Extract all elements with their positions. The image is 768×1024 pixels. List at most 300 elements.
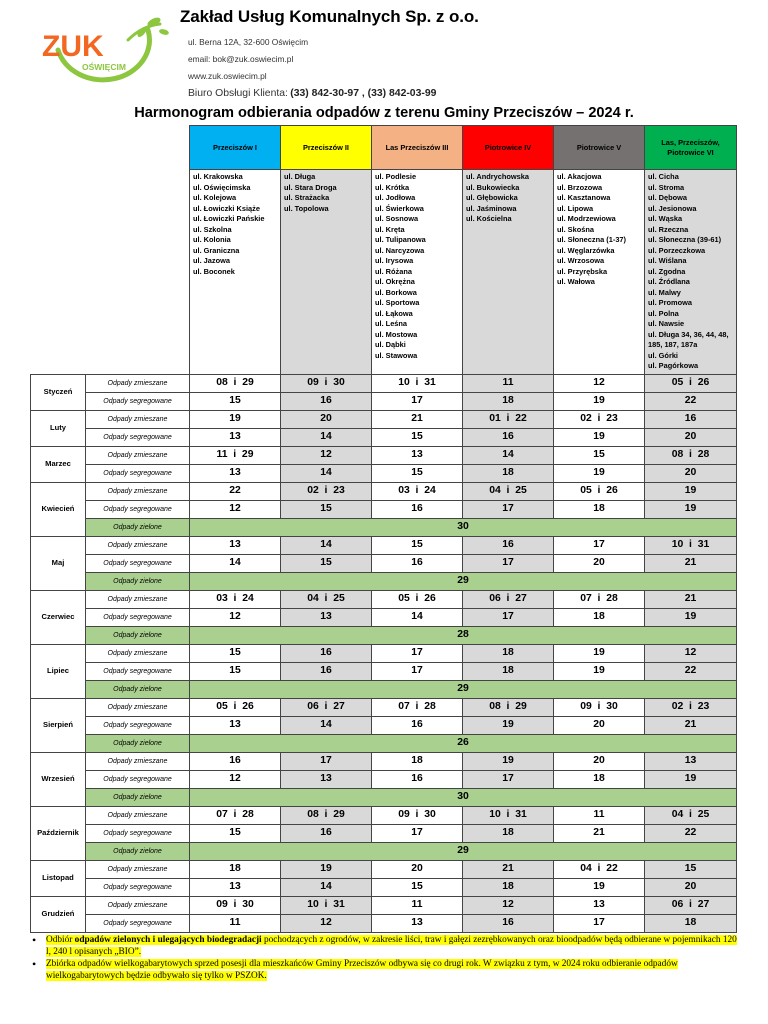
date-cell: 14	[372, 608, 463, 626]
date-cell: 08 i 29	[281, 806, 372, 824]
street-name: ul. Stroma	[648, 182, 685, 192]
date-cell: 06 i 27	[645, 896, 737, 914]
date-cell: 16	[190, 752, 281, 770]
waste-type-label: Odpady zmieszane	[86, 590, 190, 608]
streets-list-6	[645, 170, 737, 375]
waste-type-label: Odpady zielone	[86, 572, 190, 590]
date-cell: 16	[463, 428, 554, 446]
date-cell: 12	[463, 896, 554, 914]
street-name: ul. Przyrębska	[557, 266, 608, 276]
phone-numbers: (33) 842-30-97 , (33) 842-03-99	[290, 88, 437, 99]
date-cell: 02 i 23	[281, 482, 372, 500]
streets-list-4	[463, 170, 554, 375]
date-cell: 18	[463, 878, 554, 896]
date-cell: 03 i 24	[372, 482, 463, 500]
green-waste-date: 29	[190, 842, 737, 860]
month-row-maj-segregated	[31, 554, 737, 572]
email: email: bok@zuk.oswiecim.pl	[188, 54, 294, 64]
date-cell: 17	[463, 554, 554, 572]
date-cell: 18	[554, 770, 645, 788]
date-cell: 14	[190, 554, 281, 572]
waste-type-label: Odpady zmieszane	[86, 482, 190, 500]
date-cell: 17	[372, 662, 463, 680]
waste-type-label: Odpady zmieszane	[86, 536, 190, 554]
street-name: ul. Krótka	[375, 182, 410, 192]
month-row-styczen-mixed	[31, 374, 737, 392]
street-name: ul. Narcyzowa	[375, 245, 425, 255]
column-header-2: Przeciszów II	[281, 126, 372, 170]
date-cell: 11	[463, 374, 554, 392]
green-waste-date: 26	[190, 734, 737, 752]
street-name: ul. Malwy	[648, 287, 681, 297]
street-name: ul. Strażacka	[284, 193, 330, 202]
date-cell: 20	[372, 860, 463, 878]
date-cell: 16	[463, 914, 554, 932]
waste-type-label: Odpady zielone	[86, 788, 190, 806]
month-name-marzec: Marzec	[31, 446, 86, 482]
month-row-grudzien-mixed	[31, 896, 737, 914]
green-waste-date: 29	[190, 572, 737, 590]
date-cell: 09 i 30	[281, 374, 372, 392]
month-name-listopad: Listopad	[31, 860, 86, 896]
street-name: ul. Głębowicka	[466, 193, 518, 202]
streets-list-3	[372, 170, 463, 375]
date-cell: 14	[281, 428, 372, 446]
date-cell: 21	[372, 410, 463, 428]
waste-type-label: Odpady zmieszane	[86, 896, 190, 914]
logo-city: OŚWIĘCIM	[82, 62, 126, 72]
date-cell: 14	[281, 536, 372, 554]
waste-type-label: Odpady segregowane	[86, 392, 190, 410]
date-cell: 13	[190, 878, 281, 896]
street-name: ul. Kolejowa	[193, 193, 237, 202]
date-cell: 16	[281, 644, 372, 662]
street-name: ul. Borkowa	[375, 287, 417, 297]
month-row-sierpien-green	[31, 734, 737, 752]
date-cell: 07 i 28	[190, 806, 281, 824]
date-cell: 18	[554, 608, 645, 626]
street-name: ul. Stawowa	[375, 350, 418, 360]
street-name: ul. Modrzewiowa	[557, 214, 616, 223]
date-cell: 12	[554, 374, 645, 392]
date-cell: 21	[463, 860, 554, 878]
street-name: ul. Jesionowa	[648, 203, 697, 213]
street-name: ul. Kręta	[375, 224, 405, 234]
street-name: ul. Źródlana	[648, 277, 690, 286]
month-row-styczen-segregated	[31, 392, 737, 410]
note-bio-bold: odpadów zielonych i ulegających biodegradacji	[74, 935, 262, 945]
street-name: ul. Jaśminowa	[466, 203, 517, 213]
note-bio-text-end: pochodzących z ogrodów, w zakresie liści, traw i gałęzi zezrębkowanych oraz bioodpadów będą odbierane w pojemnikach 120 l, 240 l opisanych „BIO”.	[46, 935, 737, 957]
street-name: ul. Brzozowa	[557, 182, 603, 192]
street-name: ul. Polna	[648, 308, 679, 318]
date-cell: 19	[554, 878, 645, 896]
month-row-kwiecien-segregated	[31, 500, 737, 518]
date-cell: 17	[463, 608, 554, 626]
month-row-listopad-segregated	[31, 878, 737, 896]
date-cell: 14	[281, 878, 372, 896]
date-cell: 20	[645, 878, 737, 896]
date-cell: 15	[372, 536, 463, 554]
date-cell: 14	[281, 464, 372, 482]
street-name: ul. Sosnowa	[375, 214, 419, 223]
date-cell: 22	[645, 662, 737, 680]
date-cell: 19	[645, 500, 737, 518]
date-cell: 02 i 23	[554, 410, 645, 428]
waste-type-label: Odpady segregowane	[86, 716, 190, 734]
date-cell: 08 i 29	[190, 374, 281, 392]
month-row-wrzesien-segregated	[31, 770, 737, 788]
date-cell: 19	[190, 410, 281, 428]
date-cell: 17	[463, 770, 554, 788]
date-cell: 10 i 31	[645, 536, 737, 554]
month-row-czerwiec-mixed	[31, 590, 737, 608]
street-name: ul. Boconek	[193, 266, 235, 276]
date-cell: 18	[645, 914, 737, 932]
date-cell: 05 i 26	[645, 374, 737, 392]
waste-type-label: Odpady zielone	[86, 626, 190, 644]
date-cell: 16	[372, 554, 463, 572]
streets-list-1	[190, 170, 281, 375]
date-cell: 16	[372, 770, 463, 788]
date-cell: 19	[554, 662, 645, 680]
date-cell: 19	[554, 464, 645, 482]
streets-spacer	[31, 170, 190, 375]
date-cell: 15	[372, 428, 463, 446]
street-name: ul. Łąkowa	[375, 308, 413, 318]
date-cell: 18	[463, 392, 554, 410]
date-cell: 21	[645, 554, 737, 572]
month-row-pazdziernik-segregated	[31, 824, 737, 842]
street-name: ul. Topolowa	[284, 203, 329, 213]
month-row-pazdziernik-mixed	[31, 806, 737, 824]
date-cell: 06 i 27	[281, 698, 372, 716]
note-bio-text-start: Odbiór	[46, 935, 75, 945]
date-cell: 06 i 27	[463, 590, 554, 608]
note-bulky-waste	[30, 959, 740, 982]
date-cell: 05 i 26	[372, 590, 463, 608]
street-name: ul. Słoneczna (1-37)	[557, 235, 626, 244]
date-cell: 10 i 31	[372, 374, 463, 392]
waste-type-label: Odpady zmieszane	[86, 410, 190, 428]
waste-type-label: Odpady segregowane	[86, 914, 190, 932]
date-cell: 18	[190, 860, 281, 878]
date-cell: 13	[372, 914, 463, 932]
date-cell: 17	[554, 536, 645, 554]
date-cell: 19	[463, 716, 554, 734]
date-cell: 15	[645, 860, 737, 878]
street-name: ul. Kasztanowa	[557, 193, 611, 202]
logo-wordmark: ZUK	[42, 30, 104, 63]
date-cell: 15	[372, 878, 463, 896]
green-waste-date: 30	[190, 518, 737, 536]
date-cell: 12	[190, 770, 281, 788]
month-row-czerwiec-segregated	[31, 608, 737, 626]
website: www.zuk.oswiecim.pl	[188, 71, 267, 81]
month-row-pazdziernik-green	[31, 842, 737, 860]
phone-label: Biuro Obsługi Klienta:	[188, 88, 288, 99]
month-row-wrzesien-mixed	[31, 752, 737, 770]
street-name: ul. Podlesie	[375, 172, 417, 181]
waste-type-label: Odpady segregowane	[86, 500, 190, 518]
street-name: ul. Zgodna	[648, 266, 686, 276]
street-name: ul. Długa 34, 36, 44, 48, 185, 187, 187a	[648, 329, 729, 349]
date-cell: 08 i 28	[645, 446, 737, 464]
date-cell: 20	[554, 752, 645, 770]
street-name: ul. Okrężna	[375, 277, 415, 286]
street-name: ul. Pagórkowa	[648, 361, 699, 370]
street-name: ul. Kolonia	[193, 235, 231, 244]
month-name-czerwiec: Czerwiec	[31, 590, 86, 644]
date-cell: 16	[281, 662, 372, 680]
date-cell: 14	[463, 446, 554, 464]
date-cell: 19	[463, 752, 554, 770]
date-cell: 13	[190, 464, 281, 482]
month-row-maj-mixed	[31, 536, 737, 554]
waste-type-label: Odpady zielone	[86, 518, 190, 536]
street-name: ul. Jodłowa	[375, 193, 416, 202]
column-header-1: Przeciszów I	[190, 126, 281, 170]
date-cell: 19	[281, 860, 372, 878]
column-header-4: Piotrowice IV	[463, 126, 554, 170]
date-cell: 20	[554, 554, 645, 572]
date-cell: 17	[554, 914, 645, 932]
date-cell: 13	[190, 428, 281, 446]
street-name: ul. Sportowa	[375, 298, 420, 307]
date-cell: 11	[372, 896, 463, 914]
streets-list-2	[281, 170, 372, 375]
waste-type-label: Odpady segregowane	[86, 824, 190, 842]
month-row-maj-green	[31, 572, 737, 590]
street-name: ul. Dąbki	[375, 340, 406, 349]
schedule-table	[30, 125, 737, 933]
streets-list-5	[554, 170, 645, 375]
date-cell: 21	[645, 590, 737, 608]
waste-type-label: Odpady segregowane	[86, 464, 190, 482]
waste-type-label: Odpady segregowane	[86, 662, 190, 680]
street-name: ul. Węglarzówka	[557, 245, 615, 255]
date-cell: 15	[372, 464, 463, 482]
date-cell: 15	[190, 824, 281, 842]
date-cell: 20	[281, 410, 372, 428]
month-row-wrzesien-green	[31, 788, 737, 806]
date-cell: 12	[281, 914, 372, 932]
street-name: ul. Szkolna	[193, 224, 232, 234]
date-cell: 21	[645, 716, 737, 734]
date-cell: 19	[645, 770, 737, 788]
street-name: ul. Wąska	[648, 214, 683, 223]
month-row-lipiec-green	[31, 680, 737, 698]
month-name-wrzesien: Wrzesień	[31, 752, 86, 806]
street-name: ul. Akacjowa	[557, 172, 602, 181]
date-cell: 20	[645, 428, 737, 446]
waste-type-label: Odpady zmieszane	[86, 806, 190, 824]
month-row-lipiec-segregated	[31, 662, 737, 680]
date-cell: 16	[281, 824, 372, 842]
date-cell: 18	[463, 662, 554, 680]
street-name: ul. Świerkowa	[375, 203, 424, 213]
date-cell: 19	[554, 428, 645, 446]
date-cell: 04 i 25	[281, 590, 372, 608]
date-cell: 04 i 22	[554, 860, 645, 878]
address: ul. Berna 12A, 32-600 Oświęcim	[188, 37, 309, 47]
waste-type-label: Odpady segregowane	[86, 428, 190, 446]
date-cell: 22	[190, 482, 281, 500]
date-cell: 09 i 30	[554, 698, 645, 716]
street-name: ul. Łowiczki Książe	[193, 203, 260, 213]
phone-line	[188, 85, 436, 102]
green-waste-date: 29	[190, 680, 737, 698]
month-name-sierpien: Sierpień	[31, 698, 86, 752]
street-name: ul. Promowa	[648, 298, 692, 307]
date-cell: 17	[281, 752, 372, 770]
street-name: ul. Lipowa	[557, 203, 594, 213]
street-name: ul. Łowiczki Pańskie	[193, 214, 265, 223]
company-name: Zakład Usług Komunalnych Sp. z o.o.	[180, 7, 479, 26]
zuk-logo	[36, 10, 172, 90]
date-cell: 22	[645, 392, 737, 410]
waste-type-label: Odpady zielone	[86, 680, 190, 698]
date-cell: 12	[281, 446, 372, 464]
month-row-grudzien-segregated	[31, 914, 737, 932]
date-cell: 05 i 26	[554, 482, 645, 500]
date-cell: 20	[554, 716, 645, 734]
date-cell: 19	[645, 482, 737, 500]
date-cell: 15	[554, 446, 645, 464]
date-cell: 16	[645, 410, 737, 428]
date-cell: 17	[372, 824, 463, 842]
month-row-sierpien-mixed	[31, 698, 737, 716]
date-cell: 16	[372, 500, 463, 518]
date-cell: 18	[463, 644, 554, 662]
header-spacer	[31, 126, 190, 170]
contact-block	[188, 34, 436, 102]
note-bulky-text: Zbiórka odpadów wielkogabarytowych sprzed posesji dla mieszkańców Gminy Przeciszów odbywa się co drugi rok. W związku z tym, w 2024 roku odbieranie odpadów wielkogabarytowych będzie odbywało się tylko w PSZOK.	[46, 959, 678, 981]
waste-type-label: Odpady zmieszane	[86, 644, 190, 662]
date-cell: 07 i 28	[372, 698, 463, 716]
date-cell: 11	[554, 806, 645, 824]
date-cell: 10 i 31	[281, 896, 372, 914]
date-cell: 13	[372, 446, 463, 464]
street-name: ul. Mostowa	[375, 329, 418, 339]
street-name: ul. Krakowska	[193, 172, 243, 181]
date-cell: 16	[463, 536, 554, 554]
street-name: ul. Kościelna	[466, 214, 512, 223]
street-name: ul. Cicha	[648, 172, 679, 181]
month-name-maj: Maj	[31, 536, 86, 590]
date-cell: 19	[554, 644, 645, 662]
street-name: ul. Wiślana	[648, 256, 687, 265]
street-name: ul. Skośna	[557, 224, 594, 234]
street-name: ul. Graniczna	[193, 245, 240, 255]
waste-type-label: Odpady zielone	[86, 734, 190, 752]
date-cell: 15	[190, 392, 281, 410]
street-name: ul. Leśna	[375, 319, 408, 328]
street-name: ul. Nawsie	[648, 319, 685, 328]
date-cell: 07 i 28	[554, 590, 645, 608]
date-cell: 09 i 30	[372, 806, 463, 824]
waste-type-label: Odpady segregowane	[86, 878, 190, 896]
street-name: ul. Stara Droga	[284, 182, 337, 192]
waste-type-label: Odpady zielone	[86, 842, 190, 860]
date-cell: 17	[372, 644, 463, 662]
date-cell: 14	[281, 716, 372, 734]
date-cell: 20	[645, 464, 737, 482]
month-row-kwiecien-mixed	[31, 482, 737, 500]
date-cell: 15	[190, 644, 281, 662]
date-cell: 01 i 22	[463, 410, 554, 428]
date-cell: 22	[645, 824, 737, 842]
date-cell: 11 i 29	[190, 446, 281, 464]
street-name: ul. Dębowa	[648, 193, 688, 202]
date-cell: 13	[281, 770, 372, 788]
month-name-grudzien: Grudzień	[31, 896, 86, 932]
month-row-lipiec-mixed	[31, 644, 737, 662]
footnotes	[30, 935, 740, 983]
column-header-5: Piotrowice V	[554, 126, 645, 170]
date-cell: 03 i 24	[190, 590, 281, 608]
street-name: ul. Różana	[375, 266, 412, 276]
date-cell: 11	[190, 914, 281, 932]
date-cell: 12	[645, 644, 737, 662]
date-cell: 02 i 23	[645, 698, 737, 716]
month-name-lipiec: Lipiec	[31, 644, 86, 698]
street-name: ul. Rzeczna	[648, 224, 689, 234]
date-cell: 18	[554, 500, 645, 518]
street-name: ul. Bukowiecka	[466, 182, 520, 192]
month-row-listopad-mixed	[31, 860, 737, 878]
column-header-row	[31, 126, 737, 170]
date-cell: 18	[372, 752, 463, 770]
date-cell: 16	[281, 392, 372, 410]
month-name-styczen: Styczeń	[31, 374, 86, 410]
month-row-marzec-segregated	[31, 464, 737, 482]
green-waste-date: 28	[190, 626, 737, 644]
note-bio-waste	[30, 935, 740, 958]
column-header-3: Las Przeciszów III	[372, 126, 463, 170]
date-cell: 04 i 25	[645, 806, 737, 824]
street-name: ul. Irysowa	[375, 256, 414, 265]
date-cell: 17	[372, 392, 463, 410]
street-name: ul. Tulipanowa	[375, 235, 426, 244]
date-cell: 17	[463, 500, 554, 518]
date-cell: 13	[645, 752, 737, 770]
waste-type-label: Odpady zmieszane	[86, 860, 190, 878]
date-cell: 05 i 26	[190, 698, 281, 716]
page-header	[0, 0, 768, 104]
date-cell: 19	[554, 392, 645, 410]
month-row-sierpien-segregated	[31, 716, 737, 734]
date-cell: 13	[190, 716, 281, 734]
street-name: ul. Oświęcimska	[193, 182, 251, 192]
date-cell: 18	[463, 824, 554, 842]
date-cell: 12	[190, 500, 281, 518]
document-title: Harmonogram odbierania odpadów z terenu Gminy Przeciszów – 2024 r.	[134, 105, 634, 121]
date-cell: 15	[190, 662, 281, 680]
street-name: ul. Porzeczkowa	[648, 245, 706, 255]
date-cell: 10 i 31	[463, 806, 554, 824]
month-row-czerwiec-green	[31, 626, 737, 644]
date-cell: 09 i 30	[190, 896, 281, 914]
streets-row	[31, 170, 737, 375]
street-name: ul. Wałowa	[557, 277, 595, 286]
date-cell: 19	[645, 608, 737, 626]
street-name: ul. Andrychowska	[466, 172, 529, 181]
month-name-luty: Luty	[31, 410, 86, 446]
date-cell: 12	[190, 608, 281, 626]
date-cell: 16	[372, 716, 463, 734]
date-cell: 13	[281, 608, 372, 626]
